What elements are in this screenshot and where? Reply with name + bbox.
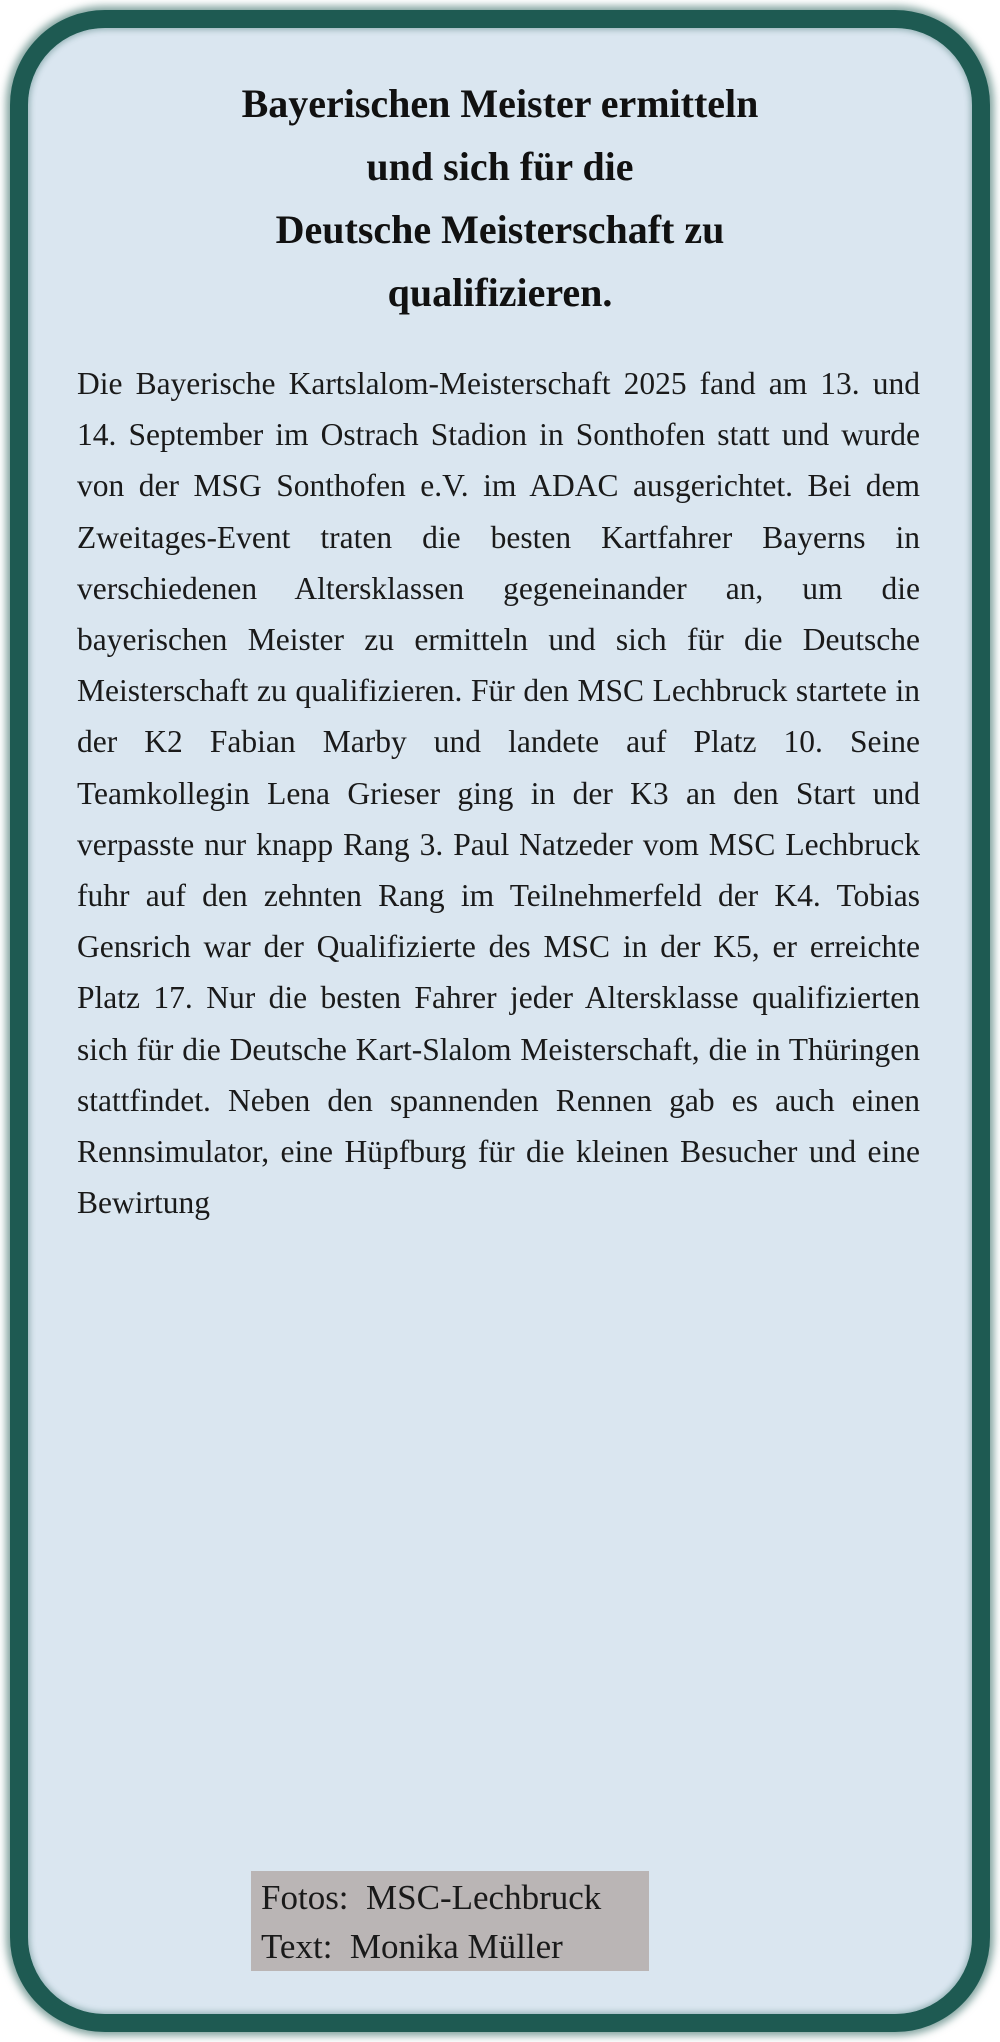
photo-credit: Fotos: MSC-Lechbruck (261, 1878, 602, 1917)
text-credit: Text: Monika Müller (261, 1927, 563, 1966)
headline (0, 72, 1000, 324)
headline-line-4: qualifizieren. (387, 270, 613, 315)
headline-line-1: Bayerischen Meister ermitteln (241, 81, 759, 126)
article-body: Die Bayerische Kartslalom-Meisterschaft 2025 fand am 13. und 14. September im Ostrach Stadion in Sonthofen statt und wurde von der MSG Sonthofen e.V. im ADAC ausgerichtet. Bei dem Zweitages-Event traten die besten Kartfahrer Bayerns in verschiedenen Altersklassen gegeneinander an, um die bayerischen Meister zu ermitteln und sich für die Deutsche Meisterschaft zu qualifizieren. Für den MSC Lechbruck startete in der K2 Fabian Marby und landete auf Platz 10. Seine Teamkollegin Lena Grieser ging in der K3 an den Start und verpasste nur knapp Rang 3. Paul Natzeder vom MSC Lechbruck fuhr auf den zehnten Rang im Teilnehmerfeld der K4. Tobias Gensrich war der Qualifizierte des MSC in der K5, er erreichte Platz 17. Nur die besten Fahrer jeder Altersklasse qualifizierten sich für die Deutsche Kart-Slalom Meisterschaft, die in Thüringen stattfindet. Neben den spannenden Rennen gab es auch einen Rennsimulator, eine Hüpfburg für die kleinen Besucher und eine Bewirtung (77, 366, 920, 1221)
headline-line-2: und sich für die (366, 144, 634, 189)
credits-box (251, 1871, 649, 1971)
headline-line-3: Deutsche Meisterschaft zu (275, 207, 725, 252)
